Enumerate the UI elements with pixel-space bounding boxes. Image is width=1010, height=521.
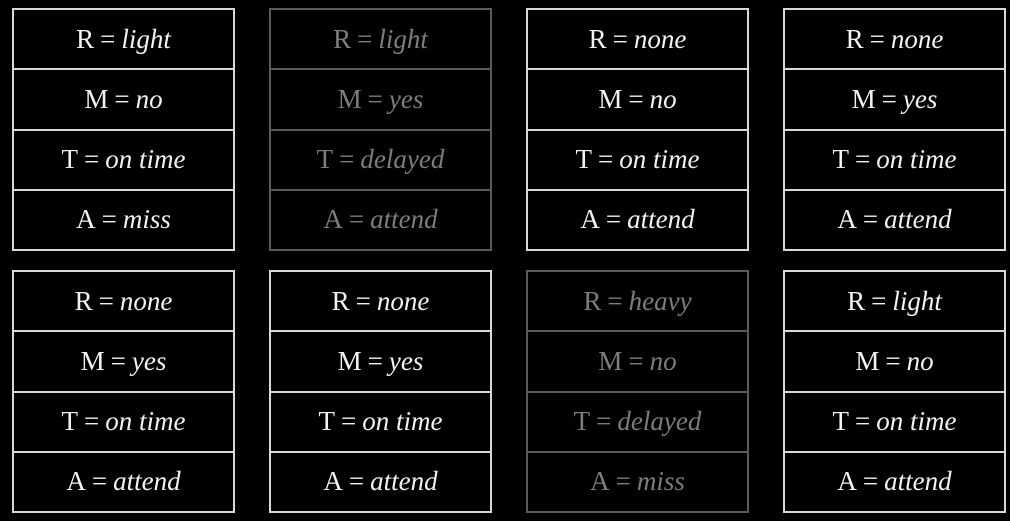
attribute-value: on time [619, 144, 700, 175]
attribute-value: on time [105, 144, 186, 175]
equals-sign: = [628, 83, 644, 114]
attribute-key: R [847, 285, 866, 316]
attribute-key: R [583, 285, 602, 316]
equals-sign: = [628, 345, 644, 376]
equals-sign: = [855, 144, 871, 175]
attribute-key: A [323, 466, 343, 497]
attribute-row [785, 453, 1004, 511]
equals-sign: = [110, 345, 126, 376]
attribute-row [271, 191, 490, 249]
case-card [12, 8, 235, 251]
attribute-key: T [316, 144, 334, 175]
attribute-key: T [61, 144, 78, 175]
attribute-row [14, 272, 233, 332]
attribute-row [528, 453, 747, 511]
attribute-key: T [832, 406, 849, 437]
attribute-value: no [649, 83, 677, 114]
attribute-key: M [851, 83, 876, 114]
attribute-value: yes [388, 83, 424, 114]
attribute-row [785, 131, 1004, 191]
equals-sign: = [869, 23, 885, 54]
attribute-key: M [337, 345, 362, 376]
attribute-row [14, 70, 233, 130]
equals-sign: = [885, 345, 901, 376]
equals-sign: = [367, 83, 383, 114]
attribute-value: on time [105, 406, 186, 437]
equals-sign: = [355, 285, 371, 316]
attribute-value: none [119, 285, 173, 316]
attribute-row [14, 10, 233, 70]
attribute-row [271, 453, 490, 511]
equals-sign: = [84, 406, 100, 437]
attribute-row [785, 272, 1004, 332]
attribute-value: attend [627, 204, 695, 235]
attribute-value: no [906, 345, 934, 376]
attribute-row [528, 70, 747, 130]
attribute-key: M [337, 83, 362, 114]
attribute-row [271, 70, 490, 130]
attribute-key: R [588, 23, 607, 54]
attribute-key: M [80, 345, 105, 376]
equals-sign: = [101, 204, 117, 235]
attribute-row [528, 393, 747, 453]
equals-sign: = [607, 285, 623, 316]
case-card [783, 270, 1006, 513]
attribute-key: M [84, 83, 109, 114]
attribute-value: none [376, 285, 430, 316]
attribute-key: A [323, 204, 343, 235]
equals-sign: = [348, 204, 365, 235]
attribute-key: A [66, 466, 86, 497]
attribute-value: yes [388, 345, 424, 376]
attribute-value: yes [131, 345, 167, 376]
attribute-value: attend [113, 466, 181, 497]
attribute-row [785, 10, 1004, 70]
attribute-row [528, 272, 747, 332]
attribute-row [528, 131, 747, 191]
case-card [526, 8, 749, 251]
attribute-key: A [580, 204, 600, 235]
attribute-key: R [74, 285, 93, 316]
attribute-key: M [855, 345, 880, 376]
case-card [269, 270, 492, 513]
attribute-value: miss [636, 466, 685, 497]
attribute-value: attend [884, 466, 952, 497]
equals-sign: = [339, 144, 355, 175]
attribute-value: delayed [360, 144, 445, 175]
attribute-row [785, 191, 1004, 249]
attribute-row [271, 10, 490, 70]
attribute-row [271, 272, 490, 332]
attribute-row [14, 131, 233, 191]
case-card [12, 270, 235, 513]
equals-sign: = [881, 83, 897, 114]
attribute-key: T [61, 406, 78, 437]
attribute-row [785, 393, 1004, 453]
equals-sign: = [598, 144, 614, 175]
case-card [526, 270, 749, 513]
equals-sign: = [605, 204, 622, 235]
equals-sign: = [367, 345, 383, 376]
equals-sign: = [862, 466, 879, 497]
case-card [783, 8, 1006, 251]
attribute-key: A [837, 204, 857, 235]
attribute-key: T [832, 144, 849, 175]
attribute-key: M [598, 345, 623, 376]
case-card [269, 8, 492, 251]
attribute-value: light [378, 23, 428, 54]
equals-sign: = [862, 204, 879, 235]
attribute-key: R [845, 23, 864, 54]
equals-sign: = [357, 23, 373, 54]
attribute-row [528, 332, 747, 392]
attribute-value: light [892, 285, 942, 316]
attribute-value: attend [370, 204, 438, 235]
attribute-row [271, 393, 490, 453]
attribute-value: on time [362, 406, 443, 437]
attribute-value: none [890, 23, 944, 54]
attribute-key: M [598, 83, 623, 114]
equals-sign: = [98, 285, 114, 316]
attribute-key: R [333, 23, 352, 54]
attribute-row [785, 70, 1004, 130]
attribute-key: T [575, 144, 592, 175]
attribute-value: on time [876, 144, 957, 175]
attribute-row [271, 332, 490, 392]
attribute-key: R [76, 23, 95, 54]
attribute-value: no [135, 83, 163, 114]
attribute-key: A [590, 466, 610, 497]
attribute-key: R [331, 285, 350, 316]
attribute-value: no [649, 345, 677, 376]
equals-sign: = [91, 466, 108, 497]
attribute-value: light [121, 23, 171, 54]
attribute-row [528, 191, 747, 249]
equals-sign: = [84, 144, 100, 175]
attribute-row [785, 332, 1004, 392]
equals-sign: = [855, 406, 871, 437]
attribute-value: none [633, 23, 687, 54]
attribute-key: T [318, 406, 335, 437]
attribute-row [271, 131, 490, 191]
equals-sign: = [871, 285, 887, 316]
attribute-row [14, 393, 233, 453]
attribute-row [14, 453, 233, 511]
equals-sign: = [615, 466, 631, 497]
attribute-key: T [573, 406, 591, 437]
equals-sign: = [100, 23, 116, 54]
attribute-key: A [837, 466, 857, 497]
attribute-value: miss [122, 204, 171, 235]
equals-sign: = [114, 83, 130, 114]
equals-sign: = [612, 23, 628, 54]
attribute-value: on time [876, 406, 957, 437]
attribute-row [14, 191, 233, 249]
attribute-value: delayed [617, 406, 702, 437]
attribute-key: A [76, 204, 96, 235]
equals-sign: = [596, 406, 612, 437]
attribute-row [528, 10, 747, 70]
attribute-value: attend [884, 204, 952, 235]
attribute-row [14, 332, 233, 392]
attribute-value: heavy [628, 285, 692, 316]
attribute-value: attend [370, 466, 438, 497]
equals-sign: = [341, 406, 357, 437]
equals-sign: = [348, 466, 365, 497]
attribute-value: yes [902, 83, 938, 114]
